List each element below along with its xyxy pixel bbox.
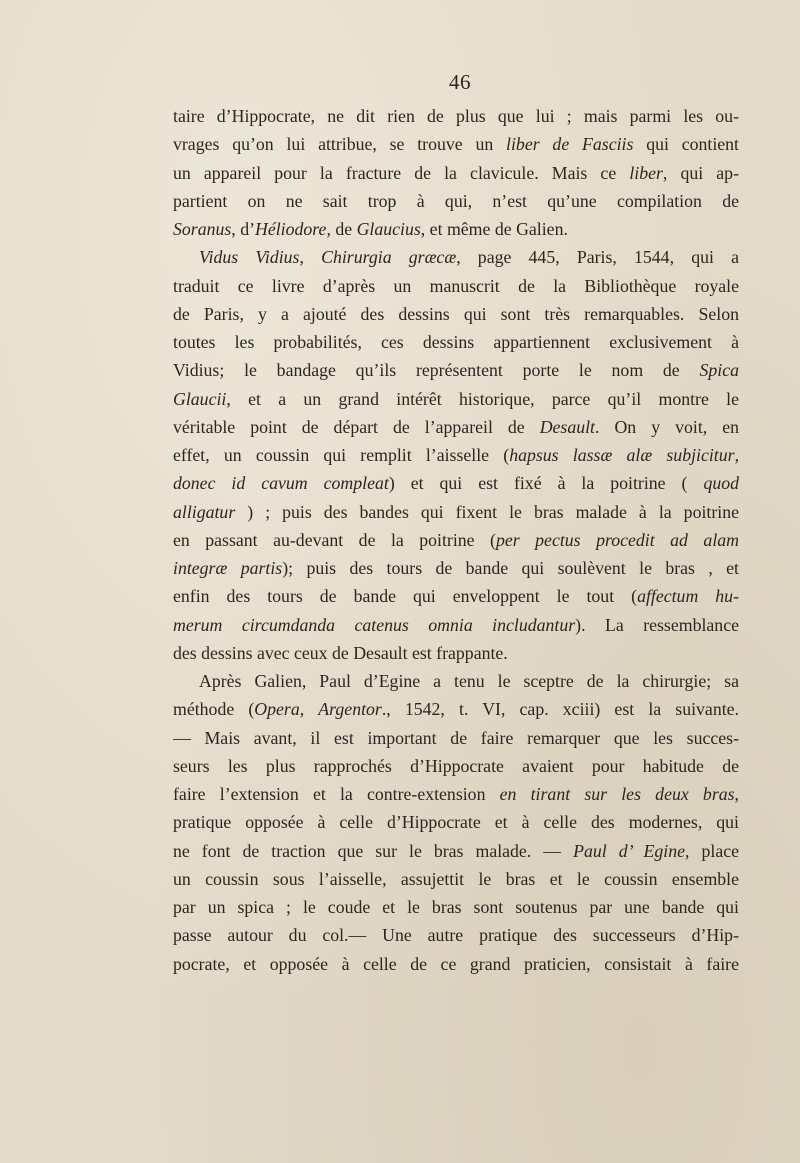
text-line xyxy=(173,441,739,469)
text-segment: pratique opposée à celle d’Hippocrate et à celle des modernes, qui xyxy=(173,812,739,833)
text-line xyxy=(173,300,739,328)
text-segment: Après Galien, Paul d’Egine a tenu le sceptre de la chirurgie; sa xyxy=(199,671,739,691)
text-segment: un appareil pour la fracture de la clavicule. Mais ce xyxy=(173,162,630,183)
text-line xyxy=(173,187,739,215)
text-segment: des dessins avec ceux de Desault est frappante. xyxy=(173,642,508,663)
text-line xyxy=(173,469,739,497)
text-segment: , xyxy=(734,445,739,465)
italic-text: donec id cavum compleat xyxy=(173,473,389,494)
text-line xyxy=(173,780,739,808)
italic-text: Argentor xyxy=(318,699,382,720)
text-segment: par un spica ; le coude et le bras sont soutenus par une bande qui xyxy=(173,897,739,917)
text-segment: faire l’extension et la contre-extension xyxy=(173,784,500,804)
text-line xyxy=(173,385,739,413)
italic-text: liber xyxy=(629,162,663,183)
text-line xyxy=(173,272,739,300)
text-segment: — Mais avant, il est important de faire remarquer que les succes- xyxy=(173,727,739,748)
text-line xyxy=(173,950,739,978)
text-segment: traduit ce livre d’après un manuscrit de la Bibliothèque royale xyxy=(173,275,739,296)
text-segment: Vidius; le bandage qu’ils représentent porte le nom de xyxy=(173,360,700,381)
italic-text: liber de Fasciis xyxy=(506,134,634,155)
text-segment: toutes les probabilités, ces dessins appartiennent exclusivement à xyxy=(173,332,739,352)
text-segment: seurs les plus rapprochés d’Hippocrate avaient pour habitude de xyxy=(173,755,739,776)
text-line xyxy=(173,526,739,554)
text-segment: ., 1542, t. VI, cap. xciii) est la suivante. xyxy=(381,699,739,720)
text-segment: qui contient xyxy=(633,134,739,155)
text-segment: , xyxy=(299,247,322,268)
italic-text: Soranus xyxy=(173,219,232,239)
text-segment: en passant au-devant de la poitrine ( xyxy=(173,529,496,550)
page-number: 46 xyxy=(449,70,471,94)
text-line xyxy=(173,865,739,893)
text-line xyxy=(173,413,739,441)
text-line xyxy=(173,639,739,667)
text-line xyxy=(173,554,739,582)
text-segment: , page 445, Paris, 1544, qui a xyxy=(456,247,739,268)
text-segment: véritable point de départ de l’appareil de xyxy=(173,416,540,437)
text-segment: effet, un coussin qui remplit l’aisselle ( xyxy=(173,445,510,465)
text-segment: un coussin sous l’aisselle, assujettit le bras et le coussin ensemble xyxy=(173,868,739,889)
text-line xyxy=(173,837,739,865)
body-text xyxy=(173,102,739,978)
text-segment: enfin des tours de bande qui enveloppent le tout ( xyxy=(173,586,638,607)
text-segment: , d’ xyxy=(231,219,255,239)
text-segment: méthode ( xyxy=(173,699,255,720)
text-segment: pocrate, et opposée à celle de ce grand praticien, consistait à faire xyxy=(173,953,739,974)
text-line xyxy=(173,356,739,384)
text-line xyxy=(173,102,739,130)
italic-text: en tirant sur les deux bras xyxy=(499,784,735,804)
italic-text: Héliodore xyxy=(255,219,327,239)
text-line xyxy=(173,752,739,780)
text-segment: , et même de Galien. xyxy=(420,219,568,239)
text-line xyxy=(173,498,739,526)
text-line xyxy=(173,667,739,695)
text-segment: ) ; puis des bandes qui fixent le bras malade à la poitrine xyxy=(235,501,739,522)
italic-text: Spica xyxy=(699,360,739,381)
italic-text: integræ partis xyxy=(173,558,283,578)
italic-text: Chirurgia græcæ xyxy=(321,247,457,268)
italic-text: Vidus Vidius xyxy=(199,247,300,268)
text-line xyxy=(173,582,739,610)
text-line xyxy=(173,724,739,752)
text-segment: passe autour du col.— Une autre pratique des successeurs d’Hip- xyxy=(173,925,739,946)
text-segment: , xyxy=(734,784,739,804)
text-line xyxy=(173,130,739,158)
italic-text: Opera xyxy=(254,699,300,720)
italic-text: Paul d’ Egine xyxy=(573,840,686,861)
text-line xyxy=(173,893,739,921)
text-line xyxy=(173,328,739,356)
text-segment: ) et qui est fixé à la poitrine ( xyxy=(388,473,704,494)
text-line xyxy=(173,695,739,723)
text-segment: . On y voit, en xyxy=(595,416,739,437)
text-segment: , place xyxy=(685,840,739,861)
text-segment: vrages qu’on lui attribue, se trouve un xyxy=(173,134,507,155)
text-line xyxy=(173,243,739,271)
text-segment: taire d’Hippocrate, ne dit rien de plus que lui ; mais parmi les ou- xyxy=(173,106,739,126)
italic-text: per pectus procedit ad alam xyxy=(495,529,739,550)
italic-text: Glaucii xyxy=(173,388,227,409)
text-line xyxy=(173,159,739,187)
text-line xyxy=(173,611,739,639)
text-line xyxy=(173,921,739,949)
text-line xyxy=(173,808,739,836)
italic-text: quod xyxy=(703,473,739,494)
italic-text: affectum hu- xyxy=(637,586,739,607)
text-segment: ne font de traction que sur le bras malade. — xyxy=(173,840,574,861)
text-segment: ); puis des tours de bande qui soulèvent le bras , et xyxy=(282,558,739,578)
italic-text: Desault xyxy=(539,416,596,437)
text-segment: ). La ressemblance xyxy=(575,614,739,635)
text-segment: partient on ne sait trop à qui, n’est qu’une compilation de xyxy=(173,190,739,211)
text-segment: de Paris, y a ajouté des dessins qui sont très remarquables. Selon xyxy=(173,303,739,324)
text-segment: , xyxy=(299,699,319,720)
italic-text: hapsus lassæ alæ subjicitur xyxy=(509,445,735,465)
text-line xyxy=(173,215,739,243)
italic-text: Glaucius xyxy=(356,219,421,239)
text-segment: , de xyxy=(326,219,357,239)
italic-text: merum circumdanda catenus omnia includantur xyxy=(173,614,576,635)
text-segment: , et a un grand intérêt historique, parce qu’il montre le xyxy=(226,388,739,409)
italic-text: alligatur xyxy=(173,501,236,522)
text-segment: , qui ap- xyxy=(662,162,739,183)
